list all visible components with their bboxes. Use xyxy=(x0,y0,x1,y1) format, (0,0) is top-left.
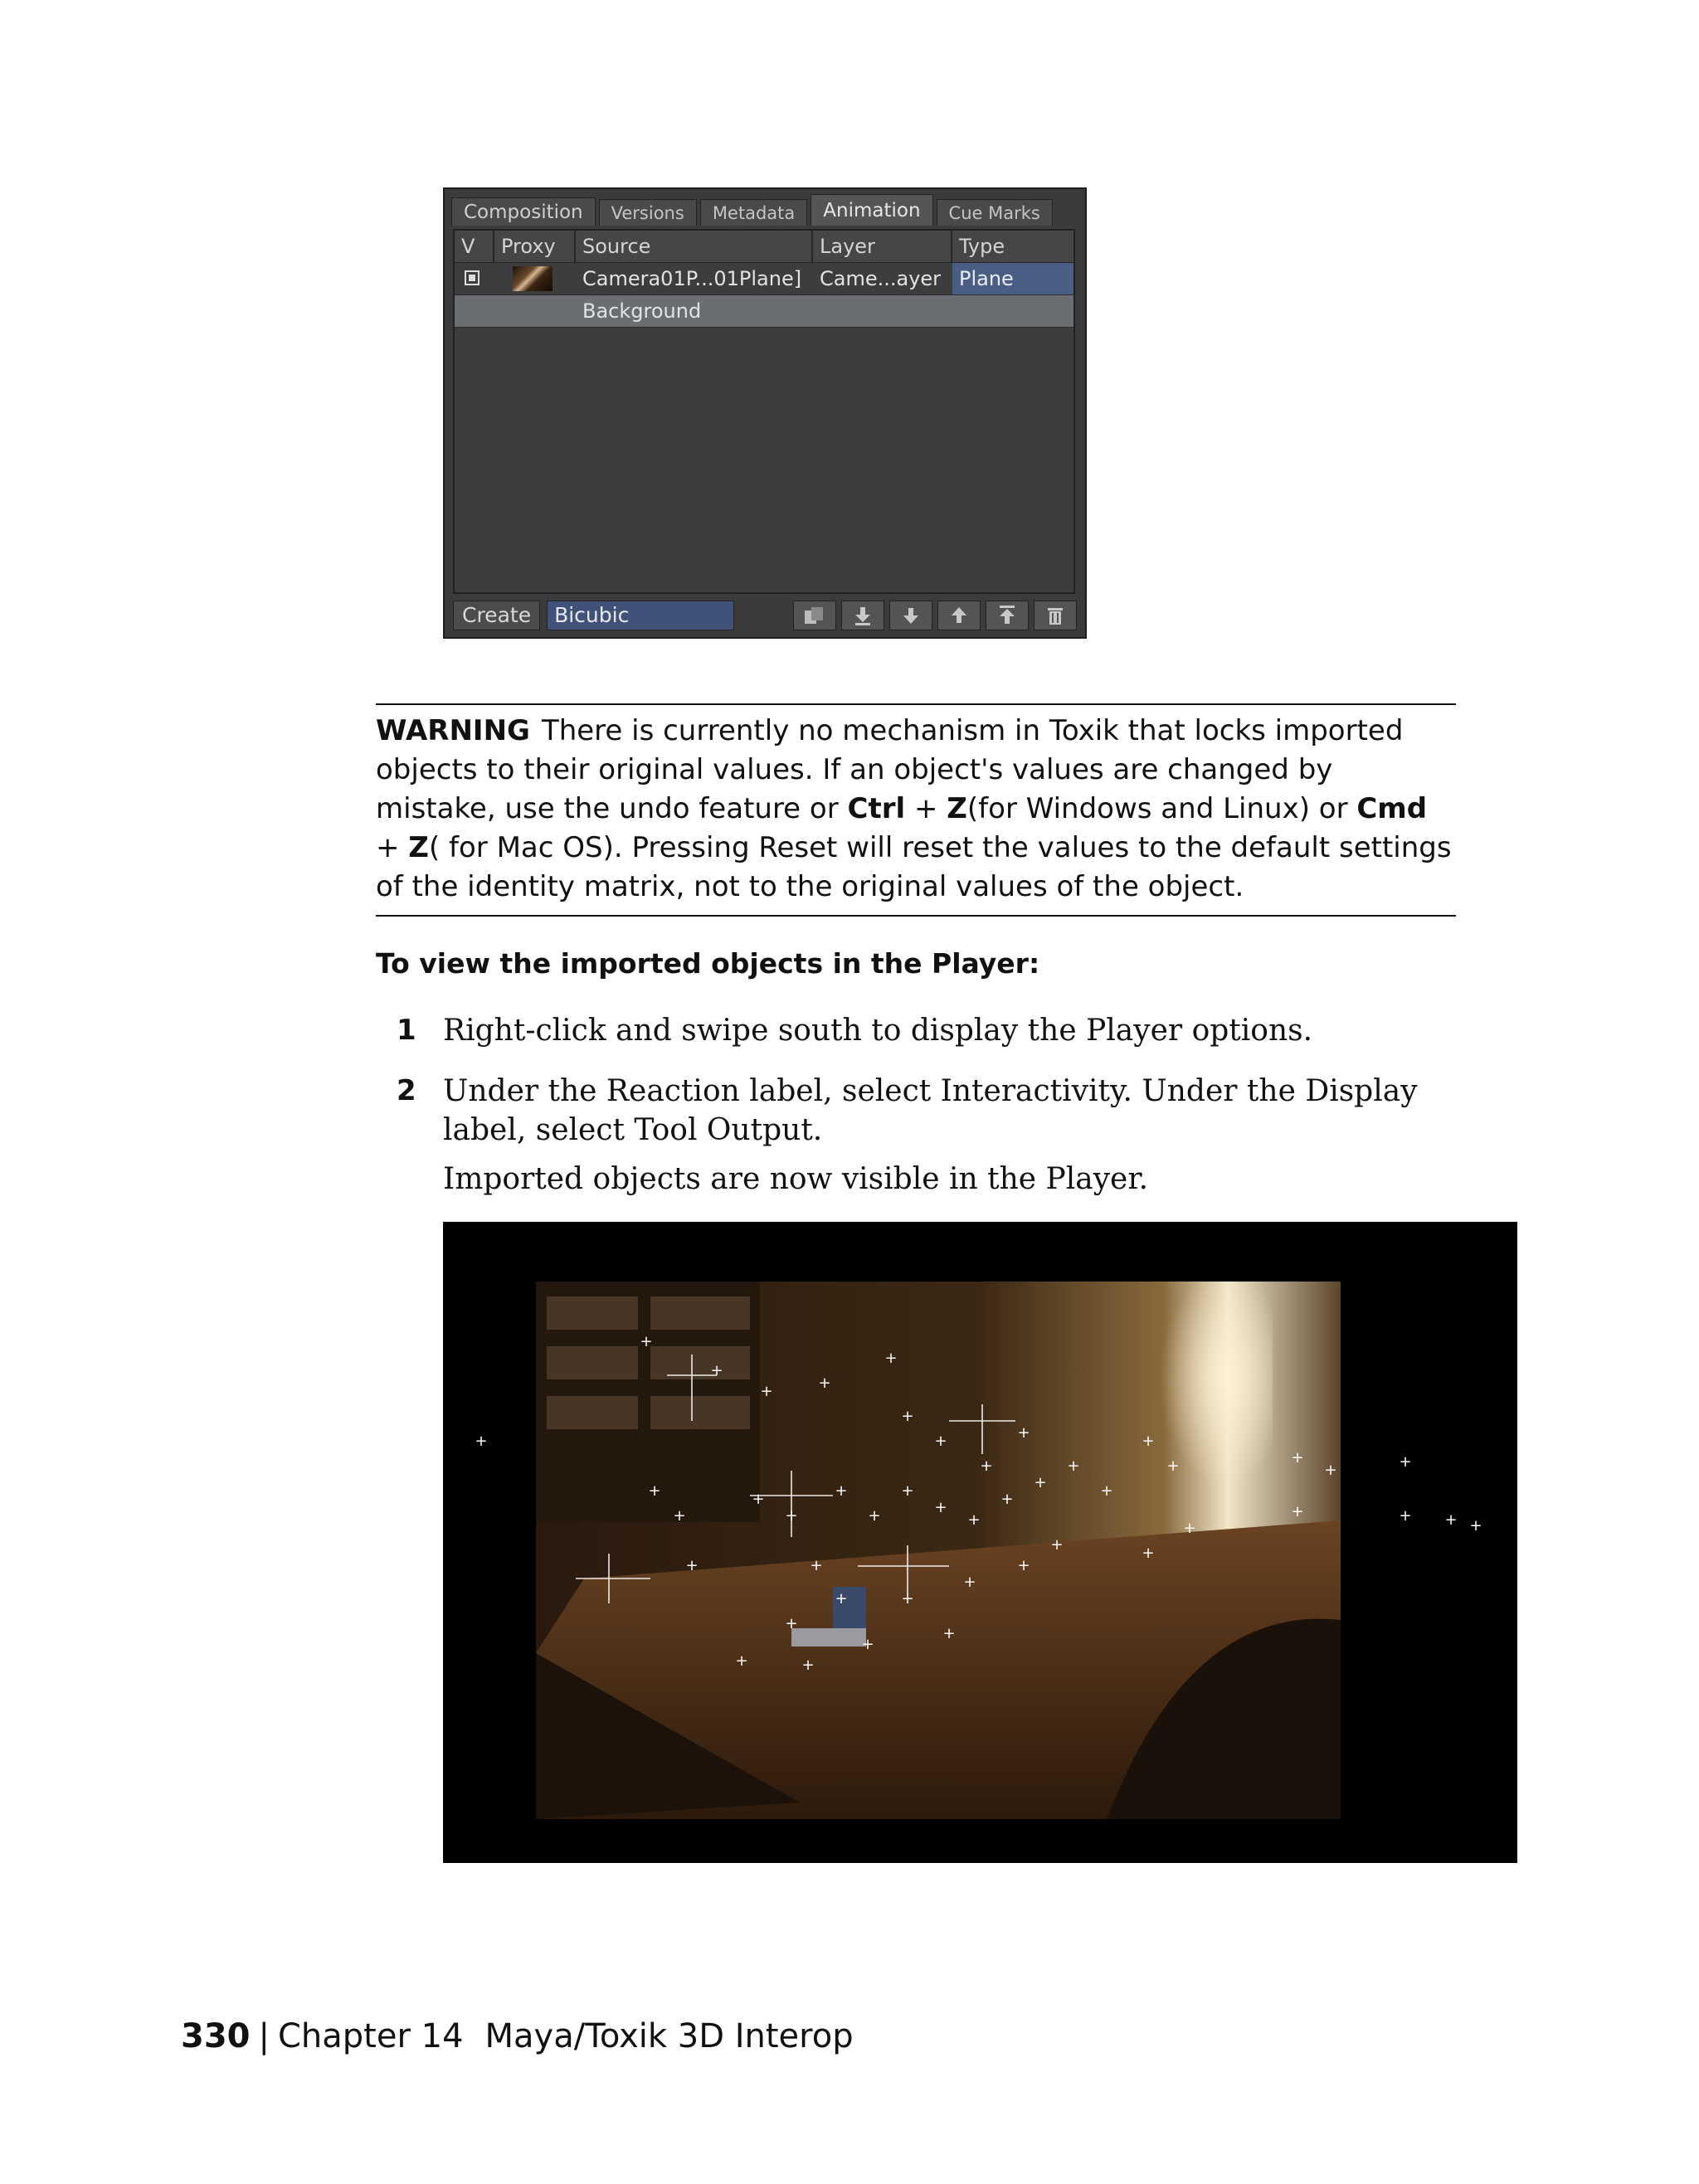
step-text: Right-click and swipe south to display the Player options. xyxy=(443,1014,1313,1048)
svg-text:+: + xyxy=(475,1432,488,1450)
panel-tabs xyxy=(451,192,1085,226)
chapter-label: Chapter 14 xyxy=(277,2017,464,2055)
svg-text:+: + xyxy=(640,1333,653,1350)
step-result: Imported objects are now visible in the Player. xyxy=(443,1162,1149,1196)
svg-text:+: + xyxy=(980,1457,993,1475)
svg-text:+: + xyxy=(1100,1482,1113,1500)
tab-animation[interactable]: Animation xyxy=(811,194,932,226)
objects-table xyxy=(453,229,1075,594)
warning-label: WARNING xyxy=(376,714,530,747)
svg-text:+: + xyxy=(673,1507,686,1525)
svg-text:+: + xyxy=(735,1652,748,1670)
table-row[interactable] xyxy=(455,295,1073,328)
svg-text:+: + xyxy=(884,1350,898,1367)
svg-text:+: + xyxy=(1166,1457,1180,1475)
page-number: 330 xyxy=(181,2017,251,2055)
page-footer xyxy=(181,2016,854,2057)
layer-order-toolbar xyxy=(793,601,1077,630)
svg-text:+: + xyxy=(1291,1449,1304,1467)
tab-composition[interactable]: Composition xyxy=(451,197,596,226)
svg-text:+: + xyxy=(1291,1503,1304,1520)
toxik-import-panel xyxy=(443,187,1087,639)
tab-metadata[interactable]: Metadata xyxy=(700,199,807,226)
table-header xyxy=(455,231,1073,263)
move-bottom-button[interactable] xyxy=(841,601,884,630)
copy-icon xyxy=(802,606,827,625)
svg-text:+: + xyxy=(1067,1457,1080,1475)
create-button[interactable]: Create xyxy=(453,601,540,630)
type-cell xyxy=(952,295,1073,327)
warning-text-part: ( for Mac OS). Pressing Reset will reset the values to the default settings of the identity matrix, not to the original values of the object. xyxy=(376,831,1452,903)
step-text: Under the Reaction label, select Interactivity. Under the Display label, select Tool Output. xyxy=(443,1074,1418,1147)
svg-text:+: + xyxy=(1399,1507,1412,1525)
column-header-type[interactable]: Type xyxy=(959,235,1005,258)
copy-button[interactable] xyxy=(793,601,836,630)
type-cell[interactable]: Plane xyxy=(952,263,1073,294)
warning-text-part: (for Windows and Linux) or xyxy=(966,792,1357,825)
svg-text:+: + xyxy=(1444,1511,1458,1529)
svg-text:+: + xyxy=(1399,1453,1412,1471)
column-header-source[interactable]: Source xyxy=(576,231,813,262)
svg-text:+: + xyxy=(963,1574,976,1591)
svg-text:+: + xyxy=(835,1590,848,1608)
delete-button[interactable] xyxy=(1034,601,1077,630)
svg-text:+: + xyxy=(934,1499,947,1516)
svg-text:+: + xyxy=(1324,1462,1337,1479)
svg-text:+: + xyxy=(861,1636,874,1653)
svg-text:+: + xyxy=(785,1507,798,1525)
move-top-icon xyxy=(996,605,1018,626)
move-top-button[interactable] xyxy=(986,601,1029,630)
svg-text:+: + xyxy=(1017,1557,1030,1574)
visibility-checkbox[interactable] xyxy=(455,263,494,294)
svg-text:+: + xyxy=(648,1482,661,1500)
shortcut-key: Z xyxy=(408,831,429,864)
dining-room-scene-illustration xyxy=(443,1222,1517,1863)
column-header-visible[interactable]: V xyxy=(455,231,494,262)
move-bottom-icon xyxy=(852,605,874,626)
warning-text-part: + xyxy=(905,792,947,825)
proxy-cell xyxy=(494,263,576,294)
svg-text:+: + xyxy=(818,1374,831,1392)
svg-text:+: + xyxy=(1000,1491,1014,1508)
tab-versions[interactable]: Versions xyxy=(599,199,697,226)
warning-text-part: + xyxy=(376,831,409,864)
svg-text:+: + xyxy=(901,1590,914,1608)
svg-text:+: + xyxy=(835,1482,848,1500)
svg-text:+: + xyxy=(760,1383,773,1400)
svg-text:+: + xyxy=(810,1557,823,1574)
step-number: 1 xyxy=(397,1014,416,1047)
svg-text:+: + xyxy=(901,1482,914,1500)
svg-text:+: + xyxy=(1050,1536,1064,1554)
svg-text:+: + xyxy=(801,1656,815,1674)
svg-text:+: + xyxy=(967,1511,981,1529)
warning-text-part: There is currently no mechanism in Toxik that locks imported objects to their original values. If an object's values are changed by mistake, use the undo feature or xyxy=(376,714,1404,825)
layer-cell: Came...ayer xyxy=(820,267,942,290)
move-up-button[interactable] xyxy=(937,601,981,630)
svg-text:+: + xyxy=(1142,1432,1155,1450)
tab-cue-marks[interactable]: Cue Marks xyxy=(937,199,1053,226)
svg-text:+: + xyxy=(685,1557,699,1574)
source-cell: Camera01P...01Plane] xyxy=(582,267,802,290)
svg-text:+: + xyxy=(752,1491,765,1508)
svg-text:+: + xyxy=(901,1408,914,1425)
shortcut-key: Ctrl xyxy=(847,792,906,825)
move-down-button[interactable] xyxy=(889,601,932,630)
panel-bottom-bar xyxy=(453,599,1077,632)
player-view-image xyxy=(443,1222,1517,1863)
footer-separator: | xyxy=(258,2017,270,2055)
shortcut-key: Z xyxy=(947,792,967,825)
layer-cell xyxy=(813,295,952,327)
svg-text:+: + xyxy=(710,1362,723,1379)
source-cell: Background xyxy=(582,299,702,323)
move-up-icon xyxy=(948,605,970,626)
chapter-title: Maya/Toxik 3D Interop xyxy=(484,2017,854,2055)
svg-text:+: + xyxy=(868,1507,881,1525)
table-row[interactable] xyxy=(455,263,1073,295)
svg-text:+: + xyxy=(1183,1520,1196,1537)
checkbox-checked-icon xyxy=(465,270,480,285)
shortcut-key: Cmd xyxy=(1356,792,1428,825)
svg-text:+: + xyxy=(1142,1544,1155,1562)
trash-icon xyxy=(1044,605,1066,626)
proxy-thumbnail xyxy=(513,266,553,291)
procedure-heading: To view the imported objects in the Player: xyxy=(376,947,1040,980)
svg-text:+: + xyxy=(934,1432,947,1450)
svg-text:+: + xyxy=(1034,1474,1047,1491)
svg-text:+: + xyxy=(942,1625,956,1642)
warning-note xyxy=(376,703,1456,917)
svg-text:+: + xyxy=(785,1615,798,1632)
step-number: 2 xyxy=(397,1074,416,1107)
column-header-proxy[interactable]: Proxy xyxy=(494,231,576,262)
svg-text:+: + xyxy=(1469,1517,1482,1535)
svg-text:+: + xyxy=(1017,1424,1030,1442)
move-down-icon xyxy=(900,605,922,626)
column-header-layer[interactable]: Layer xyxy=(813,231,952,262)
filter-dropdown[interactable]: Bicubic xyxy=(547,601,734,630)
